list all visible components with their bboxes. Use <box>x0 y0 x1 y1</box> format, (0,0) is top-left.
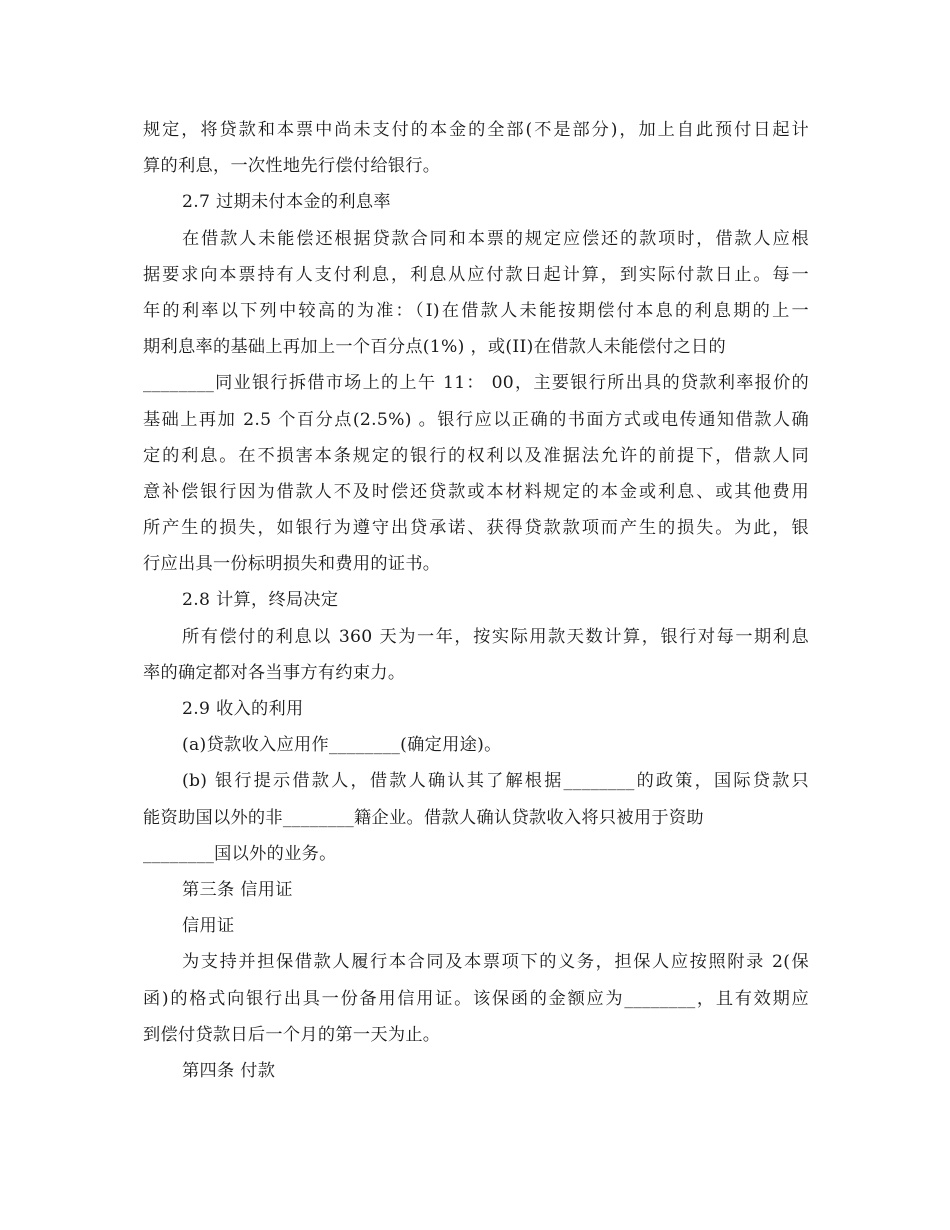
text-line: 所有偿付的利息以 360 天为一年，按实际用款天数计算，银行对每一期利息 <box>182 626 809 647</box>
text-line: 据要求向本票持有人支付利息，利息从应付款日起计算，到实际付款日止。每一 <box>143 264 809 285</box>
text-line: 年的利率以下列中较高的为准：（I)在借款人未能按期偿付本息的利息期的上一 <box>143 300 809 321</box>
text-line: 率的确定都对各当事方有约束力。 <box>143 662 406 683</box>
text-line: 2.7 过期未付本金的利息率 <box>182 192 391 213</box>
text-line: 函)的格式向银行出具一份备用信用证。该保函的金额应为________，且有效期应 <box>143 988 809 1009</box>
text-line: 期利息率的基础上再加上一个百分点(1%) ，或(II)在借款人未能偿付之日的 <box>143 337 726 358</box>
text-line: ________国以外的业务。 <box>143 843 337 864</box>
text-line: 基础上再加 2.5 个百分点(2.5%) 。银行应以正确的书面方式或电传通知借款人确 <box>143 409 809 430</box>
text-line: 在借款人未能偿还根据贷款合同和本票的规定应偿还的款项时，借款人应根 <box>182 228 809 249</box>
text-line: 所产生的损失，如银行为遵守出贷承诺、获得贷款款项而产生的损失。为此，银 <box>143 518 809 539</box>
text-line: 算的利息，一次性地先行偿付给银行。 <box>143 156 441 177</box>
text-line: 规定，将贷款和本票中尚未支付的本金的全部(不是部分)，加上自此预付日起计 <box>143 120 809 140</box>
text-line: 行应出具一份标明损失和费用的证书。 <box>143 554 441 575</box>
text-line: (b) 银行提示借款人，借款人确认其了解根据________的政策，国际贷款只 <box>182 771 809 792</box>
text-line: 到偿付贷款日后一个月的第一天为止。 <box>143 1024 441 1045</box>
text-line: ________同业银行拆借市场上的上午 11： 00，主要银行所出具的贷款利率报价的 <box>143 373 809 394</box>
text-line: 信用证 <box>182 916 235 937</box>
text-line: 为支持并担保借款人履行本合同及本票项下的义务，担保人应按照附录 2(保 <box>182 952 809 973</box>
text-line: 能资助国以外的非________籍企业。借款人确认贷款收入将只被用于资助 <box>143 807 704 828</box>
text-line: 意补偿银行因为借款人不及时偿还贷款或本材料规定的本金或利息、或其他费用 <box>143 481 809 502</box>
text-line: (a)贷款收入应用作________(确定用途)。 <box>182 735 502 756</box>
text-line: 定的利息。在不损害本条规定的银行的权利以及准据法允许的前提下，借款人同 <box>143 445 809 466</box>
document-page <box>143 112 809 1089</box>
text-line: 第三条 信用证 <box>182 879 293 900</box>
text-line: 2.8 计算，终局决定 <box>182 590 339 611</box>
text-line: 2.9 收入的利用 <box>182 699 304 719</box>
text-line: 第四条 付款 <box>182 1060 276 1081</box>
